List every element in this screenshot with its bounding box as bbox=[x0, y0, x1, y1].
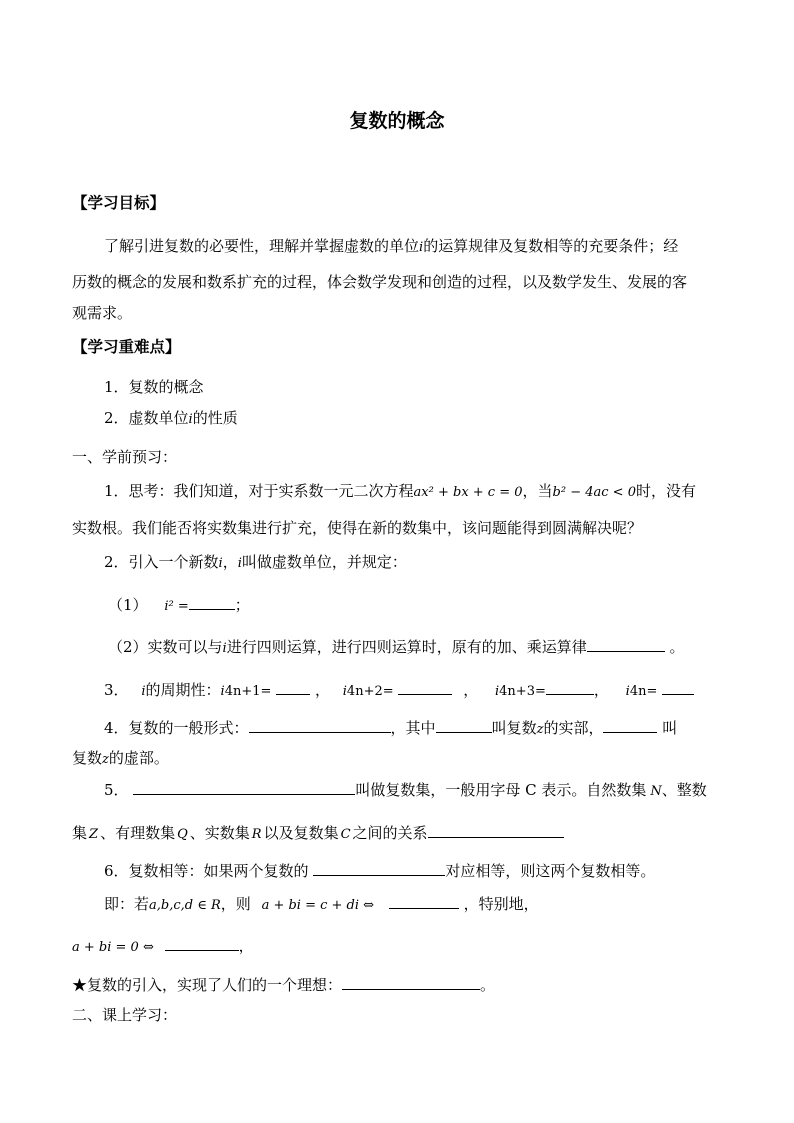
star-end: 。 bbox=[480, 976, 496, 994]
question-4-line1 bbox=[104, 717, 677, 741]
q2-2-end: 。 bbox=[669, 638, 685, 656]
q2-1-end: ； bbox=[234, 596, 250, 614]
variables-in-R: a,b,c,d ∈ R bbox=[149, 898, 221, 913]
blank-imaginary-part[interactable] bbox=[603, 717, 657, 733]
symbol-i: i bbox=[222, 641, 227, 656]
symbol-z: z bbox=[102, 752, 109, 767]
question-1-line1 bbox=[104, 480, 696, 504]
q3-power-2: 4n+2= bbox=[346, 684, 394, 699]
q4-text: 的虚部。 bbox=[108, 749, 169, 767]
q6-text: ，特别地， bbox=[463, 895, 539, 913]
star-note bbox=[72, 974, 495, 996]
q2-2-text: 进行四则运算，进行四则运算时，原有的加、乘运算律 bbox=[226, 638, 587, 656]
symbol-N: N bbox=[650, 784, 662, 799]
question-3: 3． i的周期性：i4n+1= ， i4n+2= ， i4n+3= ， i4n= bbox=[104, 679, 694, 703]
i-squared: i² = bbox=[164, 599, 189, 614]
discriminant-condition: b² − 4ac < 0 bbox=[552, 485, 636, 500]
star-text: ★复数的引入，实现了人们的一个理想： bbox=[72, 976, 343, 994]
blank-power-1[interactable] bbox=[276, 679, 310, 695]
symbol-z: z bbox=[536, 722, 544, 737]
key-heading: 【学习重难点】 bbox=[72, 337, 181, 356]
question-5-line2 bbox=[72, 822, 564, 846]
q6-text: 对应相等，则这两个复数相等。 bbox=[445, 862, 656, 880]
blank-power-3[interactable] bbox=[546, 679, 594, 695]
symbol-Q: Q bbox=[177, 827, 188, 842]
symbol-i: i bbox=[141, 684, 146, 699]
symbol-i: i bbox=[494, 684, 500, 699]
key-item-text: 2．虚数单位 bbox=[104, 409, 189, 427]
q5-text: 之间的关系 bbox=[352, 824, 428, 842]
q2-1-label: （1） bbox=[108, 596, 148, 614]
q5-label: 5． bbox=[104, 781, 129, 799]
goals-text: 了解引进复数的必要性，理解并掌握虚数的单位 bbox=[104, 237, 420, 255]
key-item-2 bbox=[104, 407, 238, 431]
symbol-i: i bbox=[625, 684, 630, 699]
q1-text: 时，没有 bbox=[635, 482, 696, 500]
q6-text: 即：若 bbox=[104, 895, 150, 913]
key-item-text: 的性质 bbox=[192, 409, 238, 427]
q1-text: ，当 bbox=[522, 482, 553, 500]
question-5-line1 bbox=[104, 779, 707, 803]
q6-text: ，则 bbox=[220, 895, 251, 913]
q4-text: ，其中 bbox=[390, 719, 436, 737]
blank-operation-law[interactable] bbox=[587, 636, 665, 652]
symbol-R: R bbox=[251, 827, 262, 842]
blank-ideal[interactable] bbox=[342, 974, 480, 990]
symbol-i: i bbox=[220, 684, 225, 699]
blank-real-part[interactable] bbox=[436, 717, 492, 733]
question-2-2 bbox=[108, 636, 685, 660]
q4-text: 叫复数 bbox=[491, 719, 537, 737]
q5-text: 叫做复数集，一般用字母 C 表示。自然数集 bbox=[355, 781, 647, 799]
question-2-1 bbox=[108, 594, 250, 618]
q1-text: 1．思考：我们知道，对于实系数一元二次方程 bbox=[104, 482, 414, 500]
q2-text: ， bbox=[222, 553, 238, 571]
blank-zero-condition[interactable] bbox=[165, 935, 239, 951]
class-heading: 二、课上学习： bbox=[72, 1006, 178, 1024]
q5-text: 集 bbox=[72, 824, 88, 842]
symbol-i: i bbox=[218, 556, 223, 571]
equality-equivalence: a + bi = c + di ⇔ bbox=[261, 898, 375, 913]
q3-power-3: 4n+3= bbox=[499, 684, 546, 699]
symbol-i: i bbox=[342, 684, 347, 699]
q4-text: 复数 bbox=[72, 749, 103, 767]
q4-text: 叫 bbox=[662, 719, 678, 737]
goals-heading: 【学习目标】 bbox=[72, 193, 166, 212]
q3-label: 3． bbox=[104, 681, 129, 699]
blank-set-relation[interactable] bbox=[428, 822, 564, 838]
q5-text: 、实数集 bbox=[189, 824, 250, 842]
blank-power-2[interactable] bbox=[398, 679, 452, 695]
q4-text: 的实部， bbox=[543, 719, 604, 737]
preview-heading: 一、学前预习： bbox=[72, 448, 178, 466]
q3-power-4: 4n= bbox=[629, 684, 658, 699]
goals-paragraph-line3: 观需求。 bbox=[72, 304, 133, 322]
blank-complex-set[interactable] bbox=[133, 779, 355, 795]
goals-paragraph-line1 bbox=[104, 235, 678, 259]
q5-text: 、有理数集 bbox=[100, 824, 176, 842]
question-1-line2: 实数根。我们能否将实数集进行扩充，使得在新的数集中，该问题能得到圆满解决呢？ bbox=[72, 519, 643, 537]
q5-text: 、整数 bbox=[661, 781, 707, 799]
q2-text: 2．引入一个新数 bbox=[104, 553, 219, 571]
blank-i-squared[interactable] bbox=[189, 594, 235, 610]
blank-equality-condition[interactable] bbox=[389, 893, 459, 909]
question-6-line2 bbox=[104, 893, 539, 917]
blank-equal-parts[interactable] bbox=[313, 860, 445, 876]
q4-text: 4．复数的一般形式： bbox=[104, 719, 249, 737]
q6-text: ， bbox=[238, 937, 254, 955]
question-6-line3 bbox=[72, 935, 254, 959]
symbol-Z: Z bbox=[89, 827, 99, 842]
symbol-C: C bbox=[340, 827, 351, 842]
question-6-line1 bbox=[104, 860, 655, 882]
zero-equivalence: a + bi = 0 ⇔ bbox=[72, 940, 154, 955]
key-item-1: 1．复数的概念 bbox=[104, 378, 204, 396]
symbol-i: i bbox=[237, 556, 242, 571]
q6-text: 6．复数相等：如果两个复数的 bbox=[104, 862, 309, 880]
question-2 bbox=[104, 551, 407, 575]
symbol-i: i bbox=[188, 412, 193, 427]
q5-text: 以及复数集 bbox=[263, 824, 339, 842]
q2-2-text: （2）实数可以与 bbox=[108, 638, 223, 656]
blank-general-form[interactable] bbox=[249, 717, 391, 733]
document-title: 复数的概念 bbox=[349, 110, 445, 132]
symbol-i: i bbox=[419, 240, 424, 255]
goals-text: 的运算规律及复数相等的充要条件；经 bbox=[423, 237, 679, 255]
question-4-line2 bbox=[72, 747, 169, 771]
quadratic-equation: ax² + bx + c = 0 bbox=[413, 485, 523, 500]
blank-power-4[interactable] bbox=[662, 679, 694, 695]
q3-power-1: 4n+1= bbox=[224, 684, 272, 699]
goals-paragraph-line2: 历数的概念的发展和数系扩充的过程，体会数学发现和创造的过程，以及数学发生、发展的客 bbox=[72, 273, 688, 291]
q2-text: 叫做虚数单位，并规定： bbox=[241, 553, 407, 571]
q3-text: 的周期性： bbox=[145, 681, 221, 699]
